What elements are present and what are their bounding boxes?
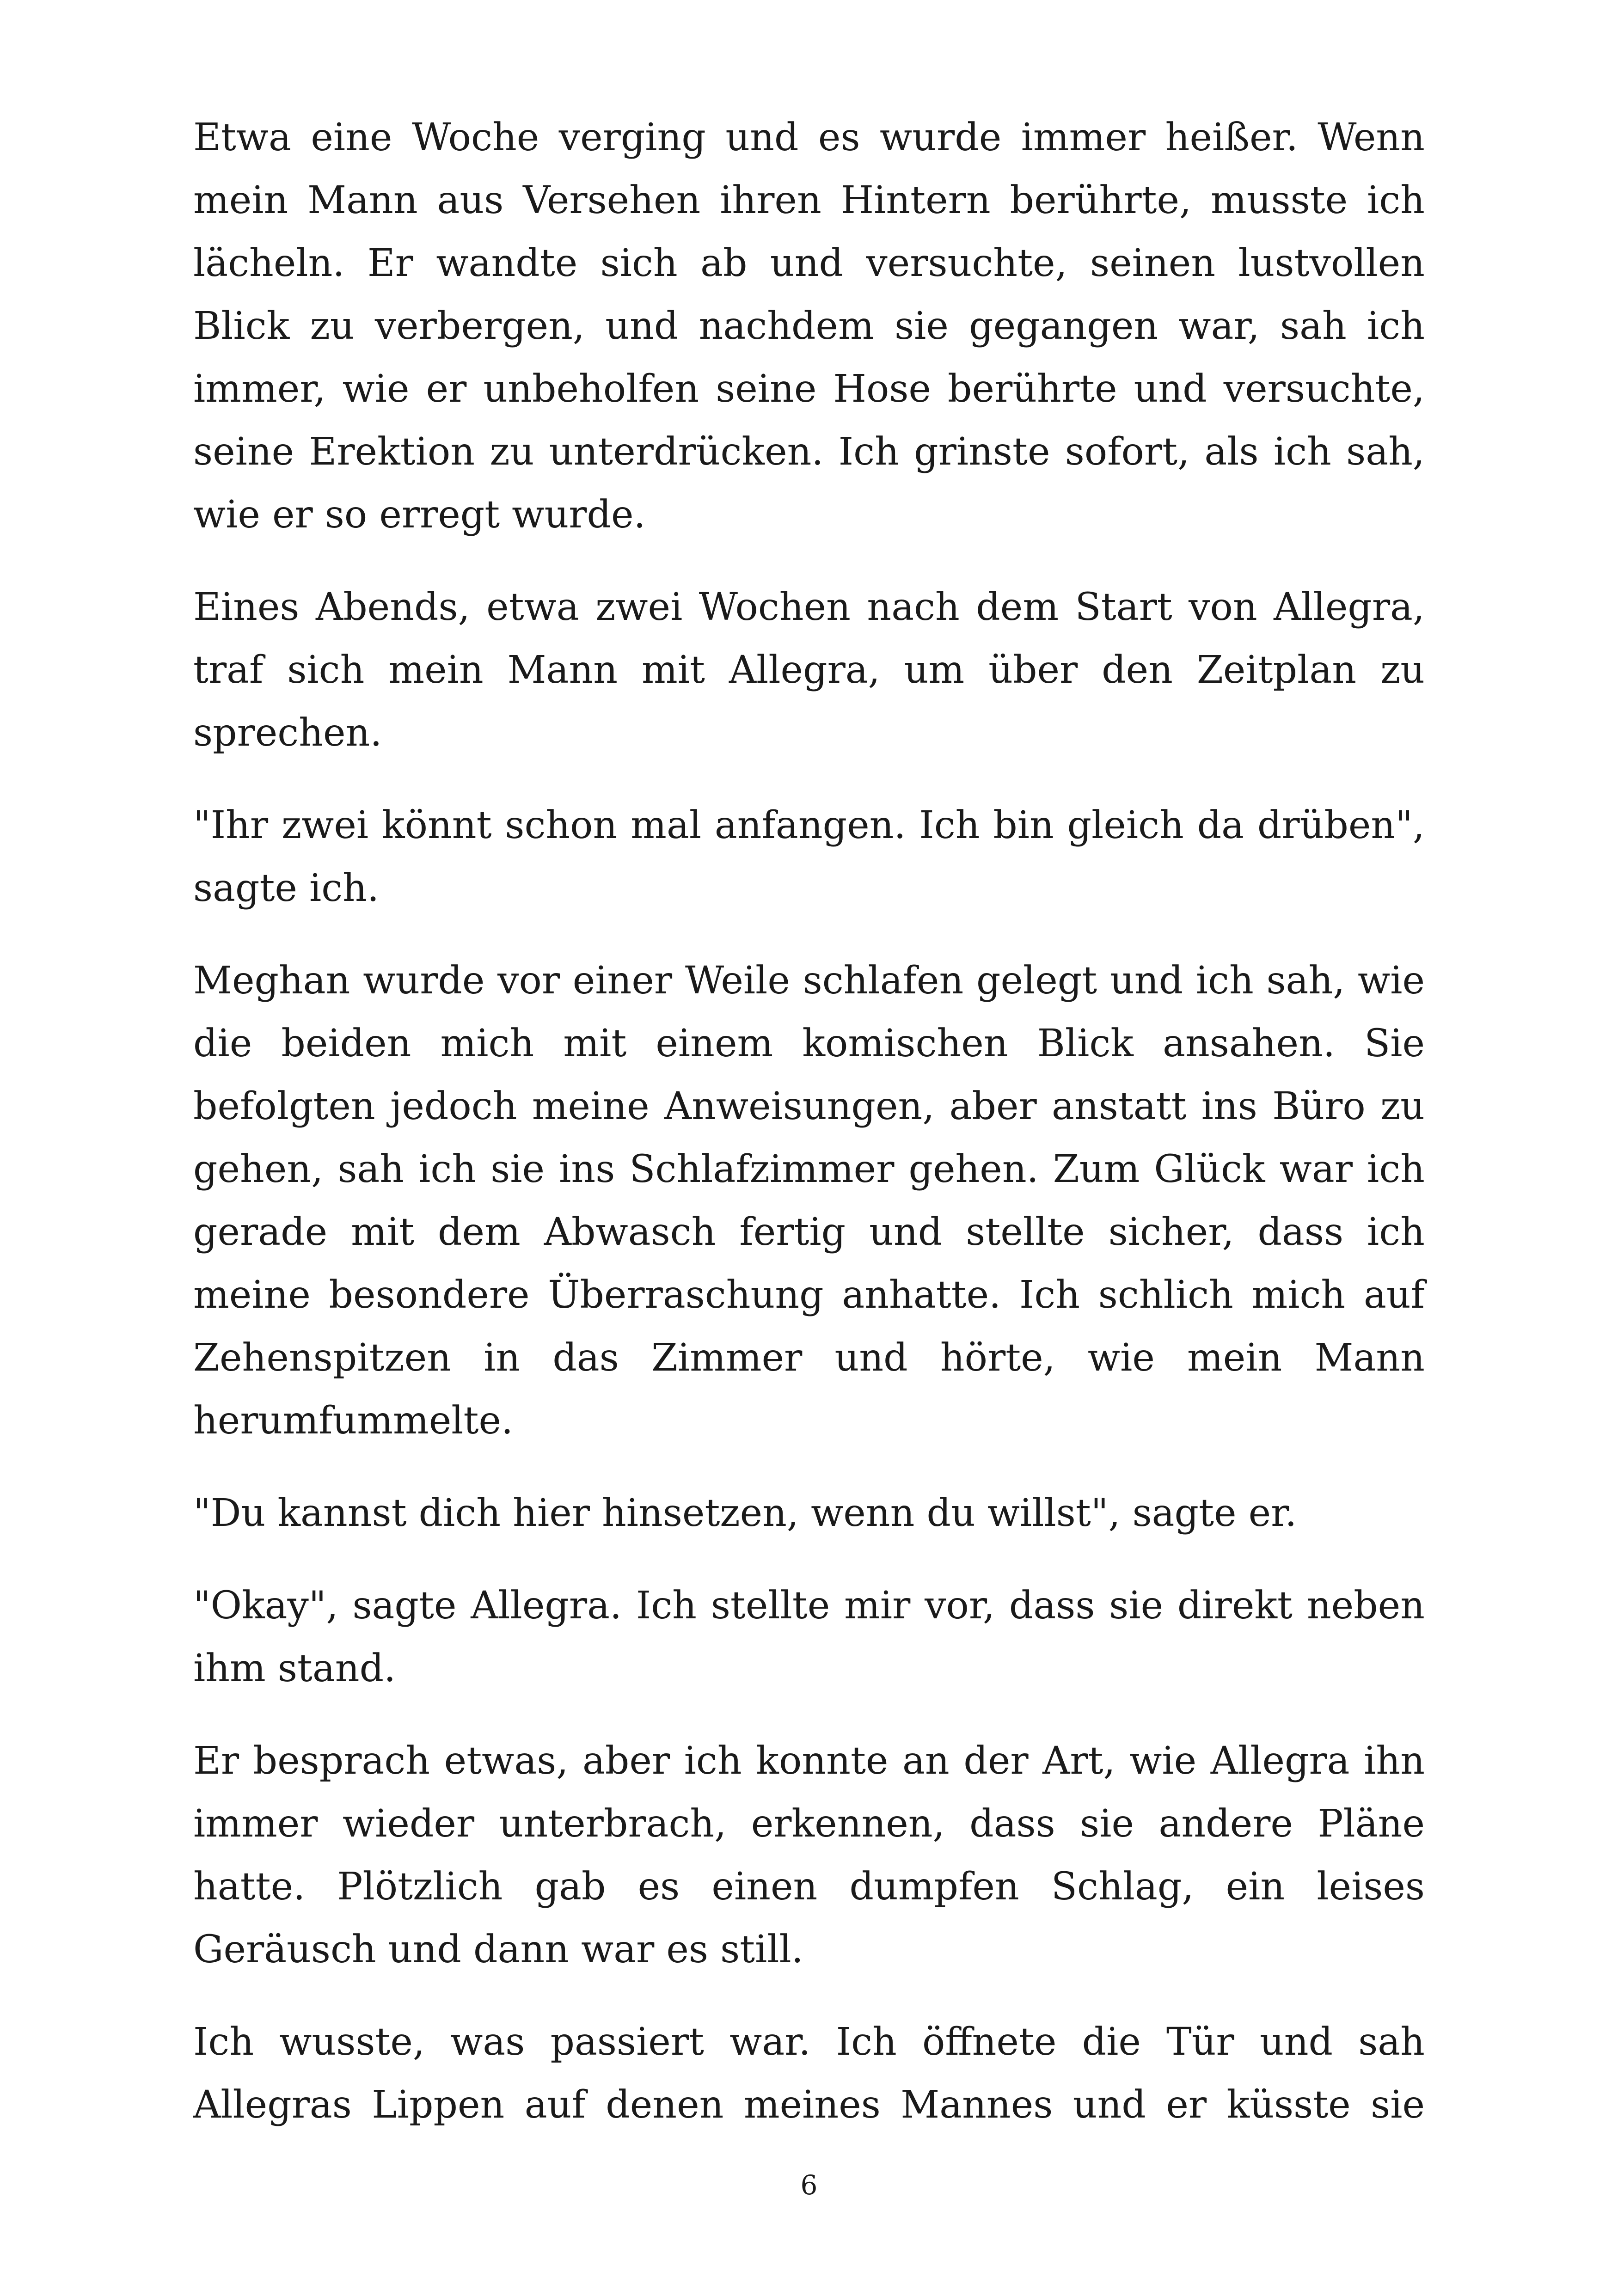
page-body [193, 106, 1425, 2137]
paragraph-7: Er besprach etwas, aber ich konnte an der Art, wie Allegra ihn immer wieder unterbrach, erkennen, dass sie andere Pläne hatte. Plötzlich gab es einen dumpfen Schlag, ein leises Geräusch und dann war es still. [193, 1739, 1425, 1971]
paragraph-6: "Okay", sagte Allegra. Ich stellte mir vor, dass sie direkt neben ihm stand. [193, 1584, 1425, 1690]
paragraph-2: Eines Abends, etwa zwei Wochen nach dem Start von Allegra, traf sich mein Mann mit Allegra, um über den Zeitplan zu sprechen. [193, 585, 1425, 755]
paragraph-3: "Ihr zwei könnt schon mal anfangen. Ich bin gleich da drüben", sagte ich. [193, 803, 1425, 910]
paragraph-1: Etwa eine Woche verging und es wurde immer heißer. Wenn mein Mann aus Versehen ihren Hintern berührte, musste ich lächeln. Er wandte sich ab und versuchte, seinen lustvollen Blick zu verbergen, und nachdem sie gegangen war, sah ich immer, wie er unbeholfen seine Hose berührte und versuchte, seine Erektion zu unterdrücken. Ich grinste sofort, als ich sah, wie er so erregt wurde. [193, 116, 1425, 537]
paragraph-8: Ich wusste, was passiert war. Ich öffnete die Tür und sah Allegras Lippen auf denen meines Mannes und er küsste sie [193, 2020, 1425, 2127]
paragraph-4: Meghan wurde vor einer Weile schlafen gelegt und ich sah, wie die beiden mich mit einem komischen Blick ansahen. Sie befolgten jedoch meine Anweisungen, aber anstatt ins Büro zu gehen, sah ich sie ins Schlafzimmer gehen. Zum Glück war ich gerade mit dem Abwasch fertig und stellte sicher, dass ich meine besondere Überraschung anhatte. Ich schlich mich auf Zehenspitzen in das Zimmer und hörte, wie mein Mann herumfummelte. [193, 959, 1425, 1443]
page-number: 6 [800, 2169, 818, 2201]
paragraph-5: "Du kannst dich hier hinsetzen, wenn du willst", sagte er. [193, 1491, 1297, 1535]
